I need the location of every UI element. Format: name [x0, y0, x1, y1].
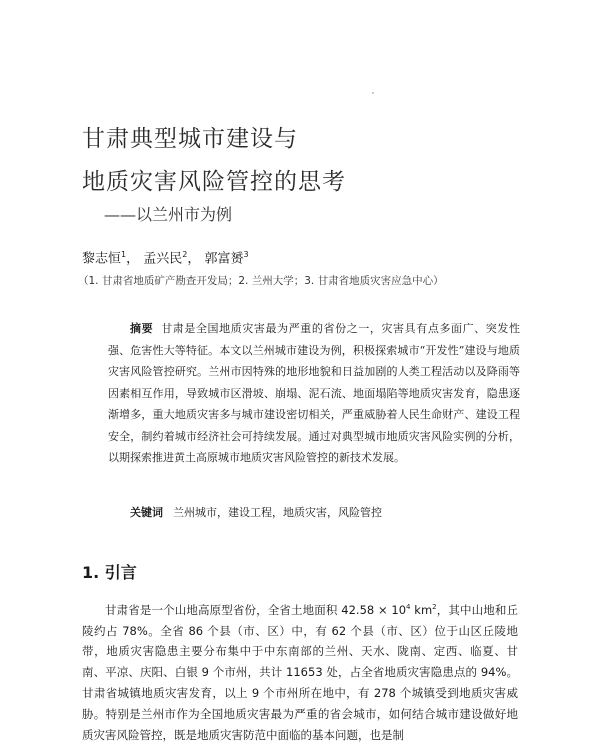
keywords-text: 兰州城市，建设工程，地质灾害，风险管控: [173, 506, 382, 519]
author-mark: 3: [243, 250, 249, 259]
author-separator: ，: [126, 251, 140, 267]
subtitle: ——以兰州市为例: [104, 205, 233, 224]
author-separator: ，: [187, 251, 201, 267]
scan-speck: [372, 92, 374, 94]
section-heading: 1. 引言: [82, 563, 137, 582]
affiliations: （1. 甘肃省地质矿产勘查开发局；2. 兰州大学；3. 甘肃省地质灾害应急中心）: [78, 275, 444, 287]
author-name: 黎志恒: [82, 251, 122, 267]
author-name: 郭富赟: [204, 251, 244, 267]
author-mark: 1: [121, 250, 127, 259]
body-text: [82, 597, 518, 745]
paragraph: [82, 597, 518, 745]
paragraph-text: ，其中山地和丘陵约占 78%。全省 86 个县（市、区）中，有 62 个县（市、区）位于山区丘陵地带，地质灾害隐患主要分布集中于中东南部的兰州、天水、陇南、定西、临夏、甘南、平凉、庆阳、白银 9 个市州，共计 11653 处，占全省地质灾害隐患点的 94%。甘肃省城镇地质灾害发育，以上 9 个市州所在地中，有 278 个城镇受到地质灾害威胁。特别是兰州市作为全国地质灾害最为严重的省会城市，如何结合城市建设做好地质灾害风险管控，既是地质灾害防范中面临的基本问题，也是制: [82, 602, 518, 742]
abstract-label: 摘要: [130, 322, 154, 335]
unit-text: km: [410, 602, 433, 617]
author-mark: 2: [182, 250, 188, 259]
title-line-2: 地质灾害风险管控的思考: [82, 169, 346, 195]
title-line-1: 甘肃典型城市建设与: [82, 126, 298, 152]
exponent: 2: [432, 603, 437, 611]
exponent: 4: [406, 603, 411, 611]
abstract-text: 甘肃是全国地质灾害最为严重的省份之一，灾害具有点多面广、突发性强、危害性大等特征。本文以兰州城市建设为例，积极探索城市“开发性”建设与地质灾害风险管控研究。兰州市因特殊的地形地貌和日益加剧的人类工程活动以及降雨等因素相互作用，导致城市区滑坡、崩塌、泥石流、地面塌陷等地质灾害发育，隐患逐渐增多，重大地质灾害多与城市建设密切相关，严重威胁着人民生命财产、建设工程安全，制约着城市经济社会可持续发展。通过对典型城市地质灾害风险实例的分析，以期探索推进黄土高原城市地质灾害风险管控的新技术发展。: [108, 322, 520, 464]
keywords: [130, 504, 382, 522]
author-list: [82, 246, 249, 268]
abstract: [108, 318, 520, 469]
keywords-label: 关键词: [130, 506, 163, 519]
paragraph-text: 甘肃省是一个山地高原型省份，全省土地面积 42.58 × 10: [105, 602, 407, 617]
author-name: 孟兴民: [143, 251, 183, 267]
